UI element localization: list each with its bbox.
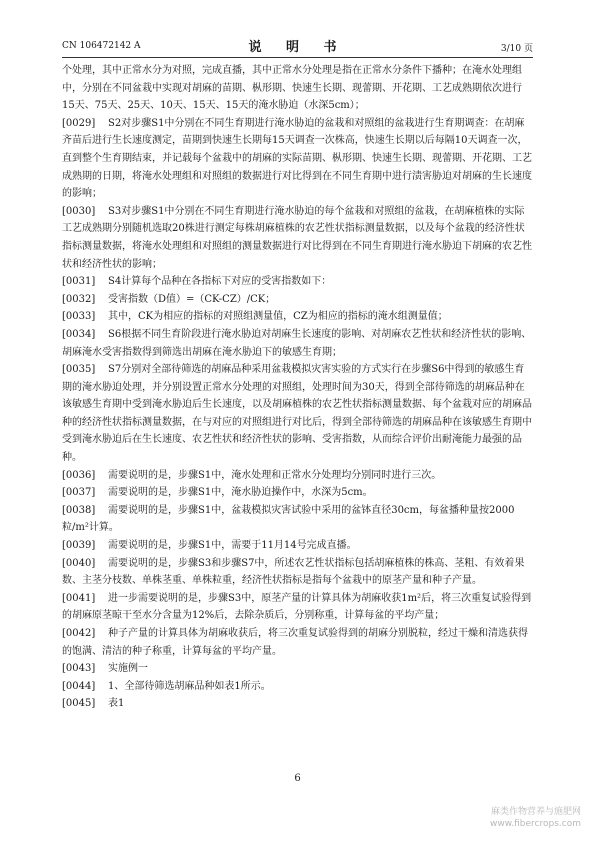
paragraph (62, 308, 533, 326)
document-title: 说 明 书 (248, 40, 347, 55)
page-indicator: 3/10 页 (500, 44, 533, 54)
paragraph-text: 进一步需要说明的是，步骤S3中，原茎产量的计算具体为胡麻收获1m²后，将三次重复试验得到的胡麻原茎晾干至水分含量为12%后，去除杂质后，分别称重，计算每盆的平均产量； (62, 592, 532, 622)
paragraph (62, 678, 533, 696)
header-divider (62, 57, 533, 58)
paragraph-text: S3对步骤S1中分别在不同生育期进行淹水胁迫的每个盆栽和对照组的盆栽，在胡麻植株的实际工艺成熟期分别随机选取20株进行测定每株胡麻植株的农艺性状指标测量数据，以及每个盆栽的经济性状指标测量数据，将淹水处理组和对照组的测量数据进行对比得到在不同生育期进行淹水胁迫下胡麻的农艺性状和经济性状的影响； (62, 205, 532, 270)
paragraph-number: [0032] (62, 293, 96, 305)
patent-number: CN 106472142 A (62, 41, 141, 51)
paragraph-text: S7分别对全部待筛选的胡麻品种采用盆栽模拟灾害实验的方式实行在步骤S6中得到的敏感生育期的淹水胁迫处理，并分别设置正常水分处理的对照组，处理时间为30天，得到全部待筛选的胡麻品种在该敏感生育期中受到淹水胁迫后生长速度，以及胡麻植株的农艺性状指标测量数据、每个盆栽对应的胡麻品种的经济性状指标测量数据，在与对应的对照组进行对比后，得到全部待筛选的胡麻品种在该敏感生育期中受到淹水胁迫后在生长速度、农艺性状和经济性状的影响、受害指数，从而综合评价出耐淹能力最强的品种。 (62, 364, 532, 464)
paragraph-number: [0034] (62, 328, 96, 340)
page-header (0, 0, 595, 62)
paragraph (62, 590, 533, 625)
paragraph-text: 其中，CK为相应的指标的对照组测量值，CZ为相应的指标的淹水组测量值； (108, 311, 448, 323)
paragraph-text: S2对步骤S1中分别在不同生育期进行淹水胁迫的盆栽和对照组的盆栽进行生育期调查：在胡麻齐苗后进行生长速度测定，苗期到快速生长期每15天调查一次株高，快速生长期以后每隔10天调查一次，直到整个生育期结束，并记载每个盆栽中的胡麻的实际苗期、枞形期、快速生长期、现蕾期、开花期、工艺成熟期的日期，将淹水处理组和对照组的数据进行对比得到在不同生育期中进行渍害胁迫对胡麻的生长速度的影响； (62, 117, 532, 200)
paragraph-number: [0044] (62, 680, 96, 692)
paragraph-number: [0038] (62, 504, 96, 516)
paragraph-number: [0031] (62, 276, 96, 288)
paragraph-number: [0045] (62, 698, 96, 710)
section-heading: 实施例一 (108, 663, 148, 675)
body-text (62, 62, 533, 713)
paragraph (62, 115, 533, 203)
watermark-title: 麻类作物营养与施肥网 (490, 807, 581, 817)
watermark (490, 806, 581, 830)
paragraph (62, 273, 533, 291)
paragraph (62, 326, 533, 361)
paragraph-number: [0029] (62, 117, 96, 129)
paragraph-text: 需要说明的是，步骤S1中，淹水胁迫操作中，水深为5cm。 (108, 487, 373, 499)
paragraph-text: 个处理，其中正常水分为对照，完成直播，其中正常水分处理是指在正常水分条件下播种；在淹水处理组中，分别在不同盆栽中实现对胡麻的苗期、枞形期、快速生长期、现蕾期、开花期、工艺成熟期依次进行15天、75天、25天、10天、15天、15天的淹水胁迫（水深5cm）； (62, 65, 522, 112)
paragraph-text: 种子产量的计算具体为胡麻收获后，将三次重复试验得到的胡麻分别脱粒，经过干燥和清选获得的饱满、清洁的种子称重，计算每盆的平均产量。 (62, 628, 528, 657)
paragraph-number: [0042] (62, 628, 96, 639)
formula-text: 受害指数（D值）=（CK-CZ）/CK； (108, 293, 276, 305)
watermark-url: www.fibercrops.com (490, 819, 581, 829)
paragraph-number: [0041] (62, 592, 96, 604)
paragraph-text: 需要说明的是，步骤S1中，盆栽模拟灾害试验中采用的盆钵直径30cm，每盆播种量按2000粒/m²计算。 (62, 504, 515, 534)
paragraph-text: S6根据不同生育阶段进行淹水胁迫对胡麻生长速度的影响、对胡麻农艺性状和经济性状的影响、胡麻淹水受害指数得到筛选出胡麻在淹水胁迫下的敏感生育期； (62, 328, 532, 358)
paragraph (62, 555, 533, 590)
paragraph (62, 695, 533, 713)
paragraph-number: [0035] (62, 364, 96, 376)
paragraph (62, 291, 533, 309)
paragraph (62, 361, 533, 467)
paragraph-number: [0036] (62, 469, 96, 481)
paragraph (62, 660, 533, 678)
table-caption: 表1 (108, 698, 125, 710)
paragraph-number: [0040] (62, 557, 96, 569)
paragraph-number: [0030] (62, 205, 96, 217)
paragraph-number: [0033] (62, 311, 96, 323)
paragraph-text: 需要说明的是，步骤S1中，需要于11月14号完成直播。 (108, 540, 357, 552)
paragraph (62, 625, 533, 660)
paragraph (62, 203, 533, 273)
paragraph-text: S4计算每个品种在各指标下对应的受害指数如下： (108, 276, 332, 288)
paragraph (62, 62, 533, 115)
paragraph (62, 502, 533, 537)
paragraph-text: 需要说明的是，步骤S1中，淹水处理和正常水分处理均分别同时进行三次。 (108, 469, 442, 481)
paragraph-text: 需要说明的是，步骤S3和步骤S7中，所述农艺性状指标包括胡麻植株的株高、茎粗、有效着果数、主茎分枝数、单株茎重、单株粒重，经济性状指标是指每个盆栽中的原茎产量和种子产量。 (62, 557, 525, 587)
paragraph-text: 1、全部待筛选胡麻品种如表1所示。 (108, 680, 271, 692)
paragraph-number: [0039] (62, 540, 96, 552)
paragraph (62, 484, 533, 502)
paragraph (62, 537, 533, 555)
page-number: 6 (294, 773, 301, 784)
paragraph-number: [0043] (62, 663, 96, 675)
paragraph-number: [0037] (62, 487, 96, 499)
paragraph (62, 467, 533, 485)
